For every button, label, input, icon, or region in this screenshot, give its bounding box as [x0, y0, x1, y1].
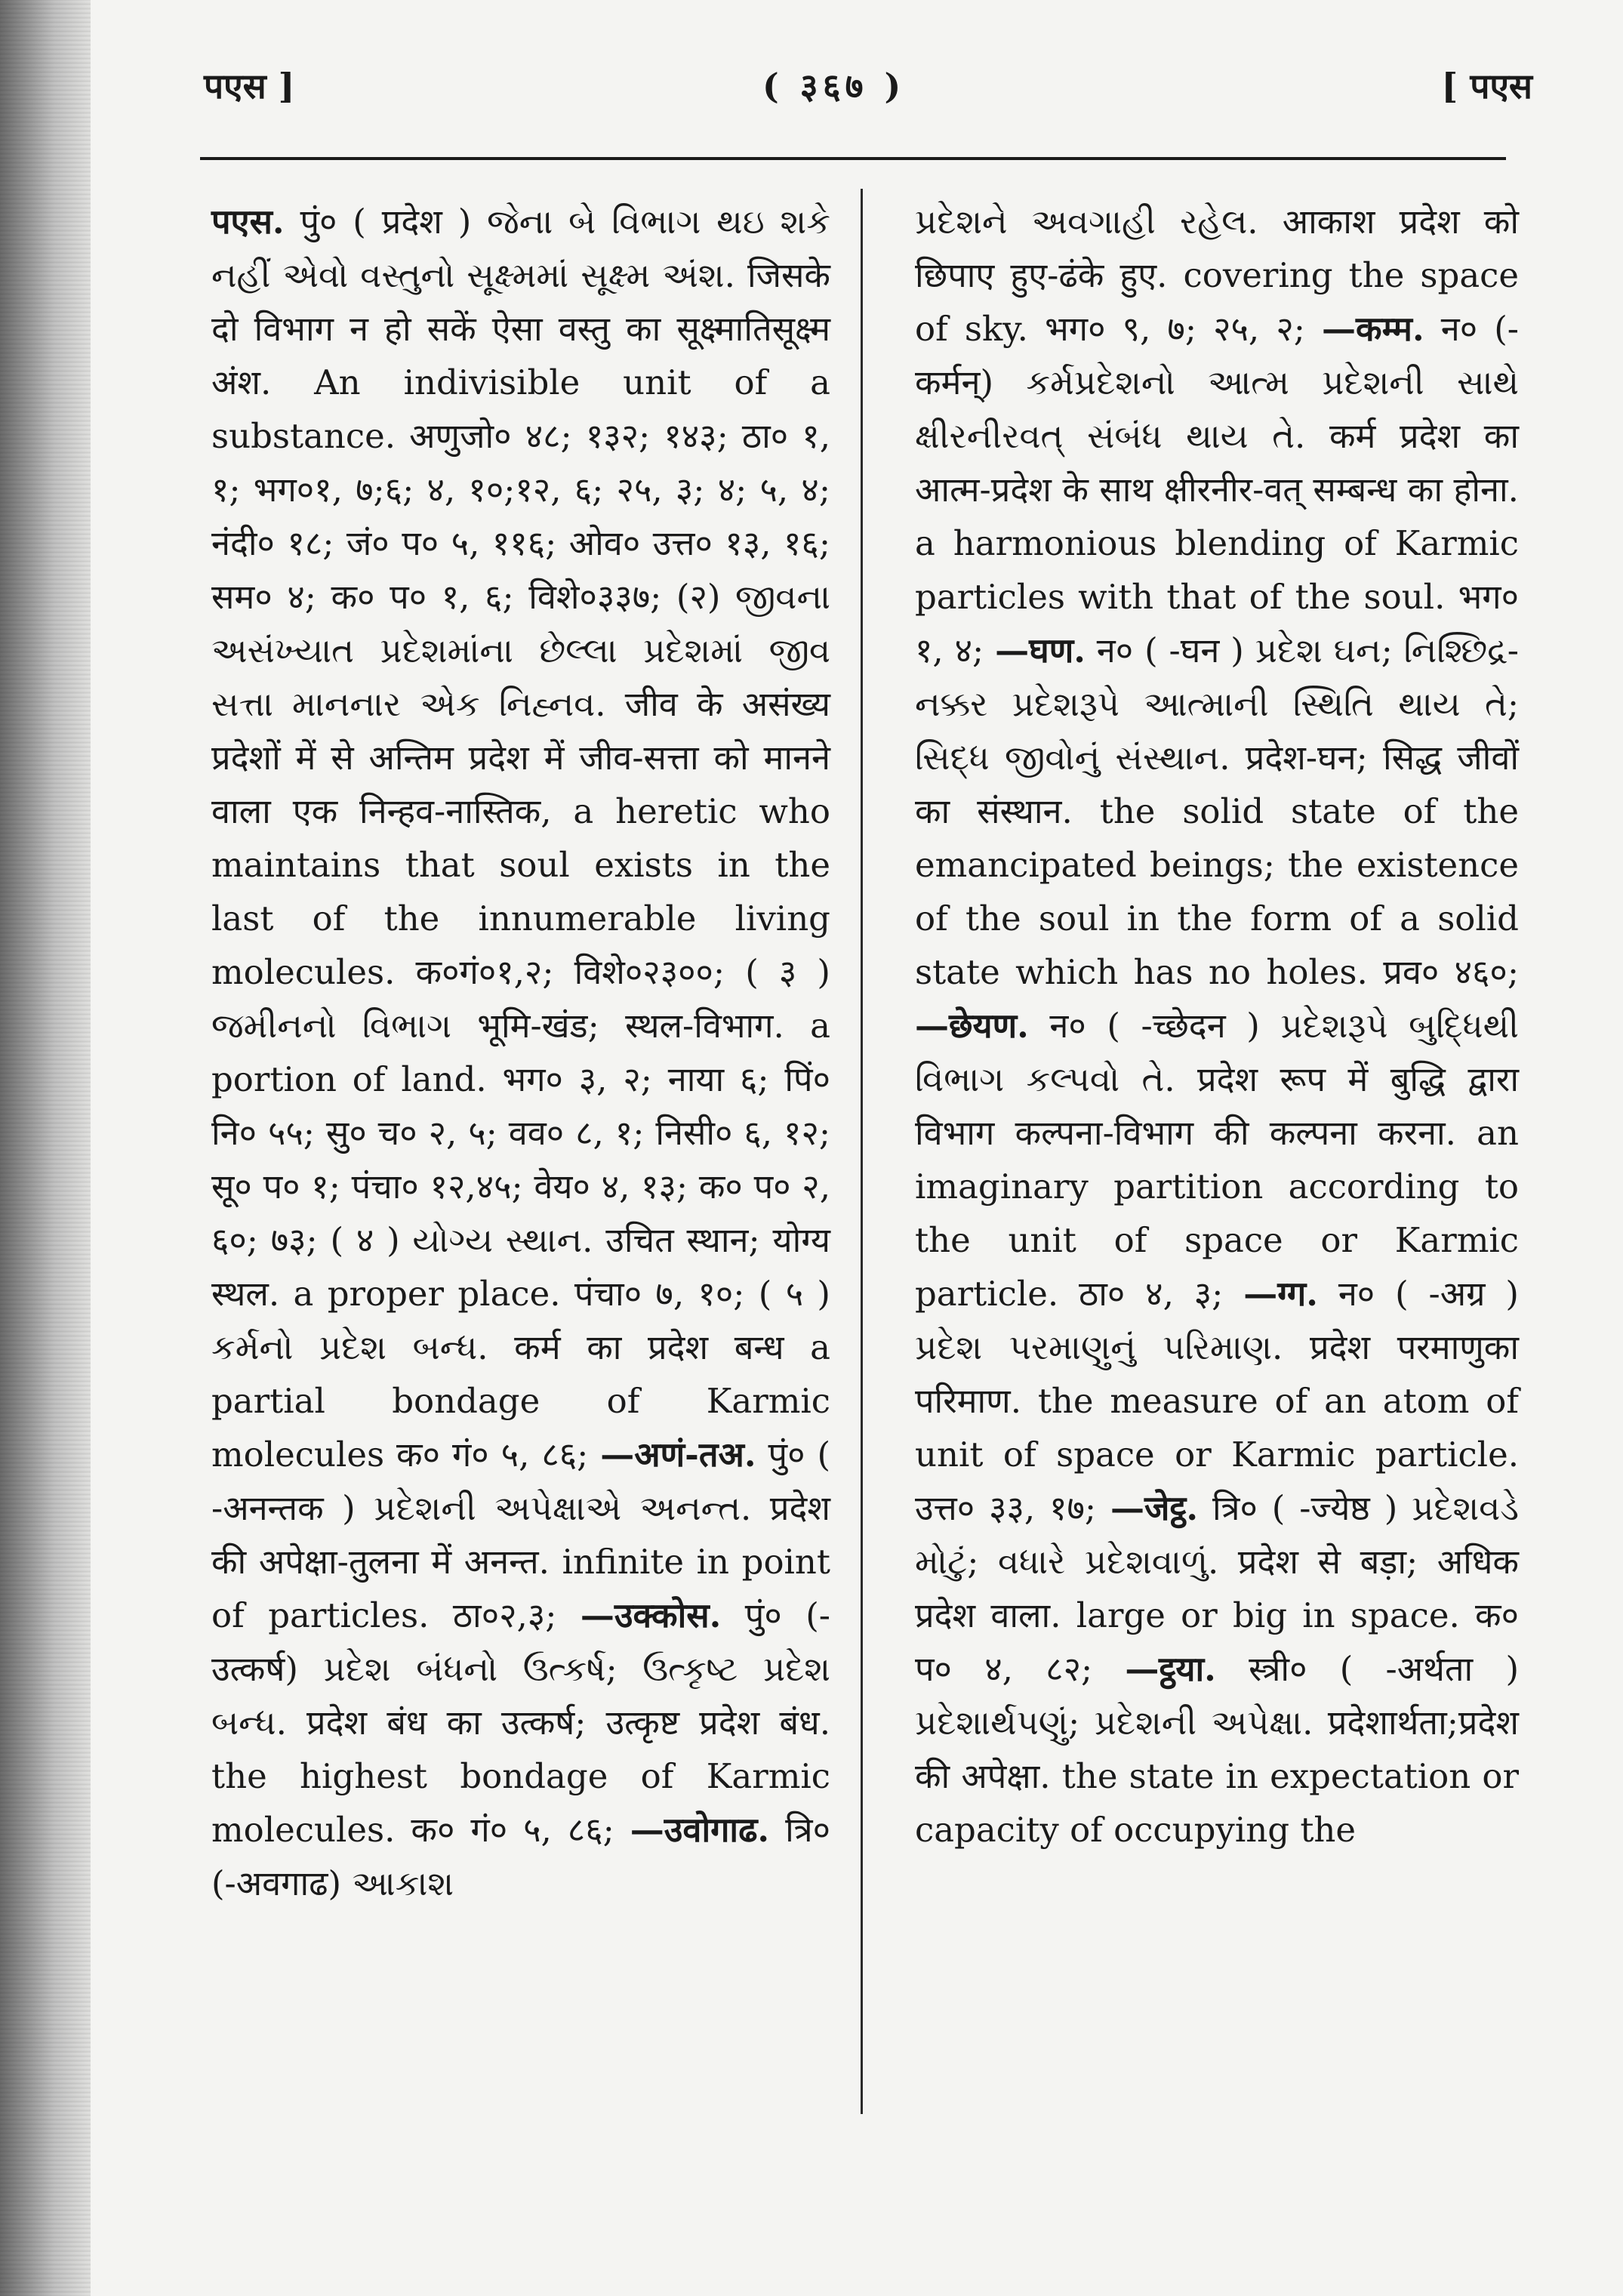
- sub-entry-headword: —ग्ग.: [1243, 1274, 1318, 1314]
- column-divider: [861, 189, 863, 2114]
- header-left-guideword: पएस ]: [204, 66, 295, 106]
- page-number: ( ३६७ ): [762, 66, 906, 106]
- sub-entry-headword: —जेट्ठ.: [1110, 1488, 1199, 1528]
- dictionary-entry: [211, 195, 830, 1910]
- sub-entry-body: न० ( -घन ) પ્રદેશ ઘન; નિશ્છિદ્ર-નક્કર પ્રદેશરૂપે આત્માની સ્થિતિ થાય તે; સિદ્ધ જીવોનું સંસ્થાન. प्रदेश-घन; सिद्ध जीवों का संस्थान. the solid state of the emancipated beings; the existence of the soul in the form of a solid state which has no holes. प्रव० ४६०;: [915, 630, 1520, 992]
- sub-entry-headword: —अणं-तअ.: [600, 1435, 756, 1475]
- sub-entry-body: न० ( -च्छेदन ) પ્રદેશરૂપે બુદ્ધિથી વિભાગ કલ્પવો તે. प्रदेश रूप में बुद्धि द्वारा विभाग कल्पना-विभाग की कल्पना करना. an imaginary partition according to the unit of space or Karmic particle. ठा० ४, ३;: [915, 1006, 1519, 1314]
- sub-entry-body: स्त्री० ( -अर्थता ) પ્રદેશાર્થપણું; પ્રદેશની અપેક્ષા. प्रदेशार्थता;प्रदेश की अपेक्षा. the state in expectation or capacity of occupying the: [915, 1649, 1519, 1850]
- header-rule: [200, 157, 1506, 160]
- entry-body: પ્રદેશને અવગાહી રહેલ. आकाश प्रदेश को छिपाए हुए-ढंके हुए. covering the space of sky. भग० ९, ७; २५, २;: [915, 202, 1519, 349]
- right-column: [915, 195, 1519, 1857]
- header-right-guideword: [ पएस: [1441, 66, 1532, 106]
- sub-entry-headword: —उवोगाढ.: [630, 1810, 770, 1850]
- dictionary-entry-continued: [915, 195, 1519, 1857]
- page-header: [204, 62, 1532, 122]
- sub-entry-headword: —ट्ठया.: [1125, 1649, 1216, 1689]
- sub-entry-body: पुं० ( -अनन्तक ) પ્રદેશની અપેક્ષાએ અનન્ત. प्रदेश की अपेक्षा-तुलना में अनन्त. infinite in point of particles. ठा०२,३;: [211, 1435, 831, 1635]
- sub-entry-body: त्रि० ( -ज्येष्ठ ) પ્રદેશવડે મોટું; વધારે પ્રદેશવાળું. प्रदेश से बड़ा; अधिक प्रदेश वाला. large or big in space. क० प० ४, ८२;: [915, 1488, 1519, 1689]
- sub-entry-headword: —कम्म.: [1322, 309, 1424, 349]
- sub-entry-body: न० (-कर्मन्) કર્મપ્રદેશનો આત્મ પ્રદેશની સાથે ક્ષીરનીરવત્ સંબંધ થાય તે. कर्म प्रदेश का आत्म-प्रदेश के साथ क्षीरनीर-वत् सम्बन्ध का होना. a harmonious blending of Karmic particles with that of the soul. भग० १, ४;: [915, 309, 1519, 670]
- entry-body: पुं० ( प्रदेश ) જેના બે વિભાગ થઇ શકે નહીં એવો વસ્તુનો સૂક્ષ્મમાં સૂક્ષ્મ અંશ. जिसके दो विभाग न हो सकें ऐसा वस्तु का सूक्ष्मातिसूक्ष्म अंश. An indivisible unit of a substance. अणुजो० ४८; १३२; १४३; ठा० १, १; भग०१, ७;६; ४, १०;१२, ६; २५, ३; ४; ५, ४; नंदी० १८; जं० प० ५, ११६; ओव० उत्त० १३, १६; सम० ४; क० प० १, ६; विशे०३३७; (२) જીવના અસંખ્યાત પ્રદેશમાંના છેલ્લા પ્રદેશમાં જીવ સત્તા માનનાર એક નિહ્નવ. जीव के असंख्य प्रदेशों में से अन्तिम प्रदेश में जीव-सत्ता को मानने वाला एक निन्हव-नास्तिक, a heretic who maintains that soul exists in the last of the innumerable living molecules. क०गं०१,२; विशे०२३००; ( ३ ) જમીનનો વિભાગ भूमि-खंड; स्थल-विभाग. a portion of land. भग० ३, २; नाया ६; पिं० नि० ५५; सु० च० २, ५; वव० ८, १; निसी० ६, १२; सू० प० १; पंचा० १२,४५; वेय० ४, १३; क० प० २, ६०; ७३; ( ४ ) યોગ્ય સ્થાન. उचित स्थान; योग्य स्थल. a proper place. पंचा० ७, १०; ( ५ ) કર્મનો પ્રદેશ બન્ધ. कर्म का प्रदेश बन्ध a partial bondage of Karmic molecules क० गं० ५, ८६;: [211, 202, 830, 1475]
- sub-entry-body: त्रि० (-अवगाढ) આકાશ: [211, 1810, 830, 1903]
- sub-entry-body: न० ( -अग्र ) પ્રદેશ પરમાણુનું પરિમાણ. प्रदेश परमाणुका परिमाण. the measure of an atom of unit of space or Karmic particle. उत्त० ३३, १७;: [915, 1274, 1519, 1528]
- left-column: [211, 195, 830, 1910]
- sub-entry-headword: —घण.: [995, 630, 1086, 670]
- entry-headword: पएस.: [211, 202, 285, 242]
- sub-entry-body: पुं० (-उत्कर्ष) પ્રદેશ બંધનો ઉત્કર્ષ; ઉત્કૃષ્ટ પ્રદેશ બન્ધ. प्रदेश बंध का उत्कर्ष; उत्कृष्ट प्रदेश बंध. the highest bondage of Karmic molecules. क० गं० ५, ८६;: [211, 1595, 830, 1850]
- sub-entry-headword: —उक्कोस.: [580, 1595, 722, 1635]
- book-binding-edge: [0, 0, 91, 2296]
- sub-entry-headword: —छेयण.: [915, 1006, 1029, 1046]
